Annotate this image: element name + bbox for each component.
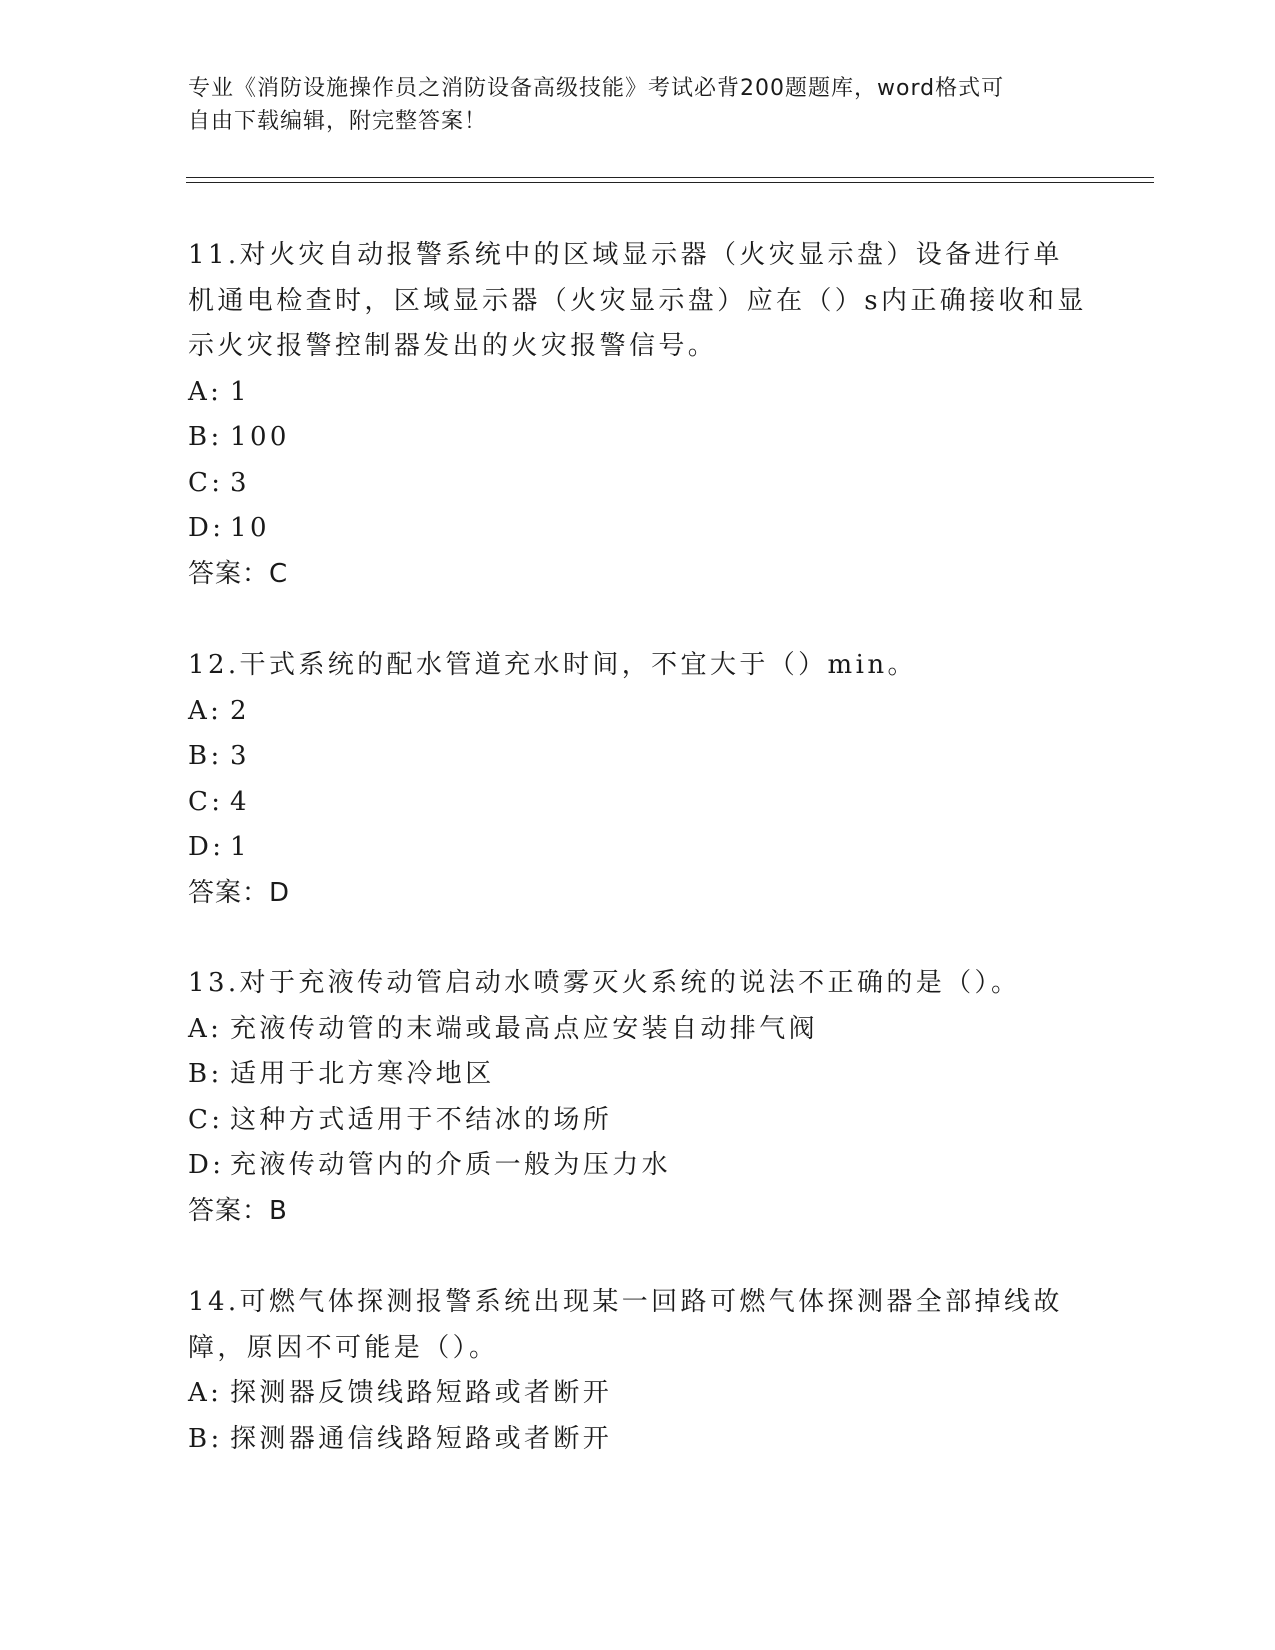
option-key: B: <box>188 741 223 771</box>
option-key: C: <box>188 1104 224 1135</box>
option-text: 3 <box>230 467 250 498</box>
option-a <box>188 1371 1088 1417</box>
question-13 <box>188 961 1088 1234</box>
option-a <box>188 689 1088 735</box>
option-key: C: <box>188 786 224 817</box>
question-14 <box>188 1280 1088 1462</box>
option-key: D: <box>188 1150 225 1180</box>
option-b <box>188 1052 1088 1098</box>
option-text: 4 <box>230 786 250 817</box>
option-key: B: <box>188 422 223 452</box>
option-c <box>188 1098 1088 1144</box>
option-key: A: <box>188 695 223 726</box>
option-text: 探测器反馈线路短路或者断开 <box>230 1378 613 1408</box>
option-text: 1 <box>230 832 250 862</box>
option-b <box>188 415 1088 461</box>
header-divider-bottom <box>186 182 1154 183</box>
question-12 <box>188 643 1088 916</box>
header-divider-top <box>186 177 1154 178</box>
option-key: A: <box>188 1013 223 1044</box>
option-text: 3 <box>230 741 250 771</box>
question-stem: 13.对于充液传动管启动水喷雾灭火系统的说法不正确的是（）。 <box>188 968 1021 998</box>
option-key: D: <box>188 513 225 543</box>
option-text: 充液传动管内的介质一般为压力水 <box>230 1150 672 1180</box>
option-key: B: <box>188 1423 223 1454</box>
option-c <box>188 780 1088 826</box>
option-text: 1 <box>230 376 250 407</box>
option-key: B: <box>188 1059 223 1089</box>
question-11 <box>188 233 1088 597</box>
option-key: D: <box>188 832 225 862</box>
question-stem: 14.可燃气体探测报警系统出现某一回路可燃气体探测器全部掉线故障，原因不可能是（）。 <box>188 1287 1063 1363</box>
header-line-2: 自由下载编辑，附完整答案！ <box>188 109 488 134</box>
answer-line: 答案：D <box>188 877 291 908</box>
answer-line: 答案：B <box>188 1195 288 1226</box>
option-text: 2 <box>230 695 250 726</box>
option-b <box>188 1417 1088 1463</box>
option-a <box>188 370 1088 416</box>
option-d <box>188 1143 1088 1189</box>
option-text: 10 <box>230 513 270 543</box>
option-d <box>188 506 1088 552</box>
option-text: 适用于北方寒冷地区 <box>230 1059 495 1089</box>
option-key: A: <box>188 376 223 407</box>
option-text: 充液传动管的末端或最高点应安装自动排气阀 <box>230 1013 819 1044</box>
header-line-1: 专业《消防设施操作员之消防设备高级技能》考试必背200题题库，word格式可 <box>188 76 1005 101</box>
option-key: C: <box>188 467 224 498</box>
option-c <box>188 461 1088 507</box>
option-a <box>188 1007 1088 1053</box>
option-d <box>188 825 1088 871</box>
option-text: 探测器通信线路短路或者断开 <box>230 1423 613 1454</box>
option-text: 100 <box>230 422 290 452</box>
question-stem: 12.干式系统的配水管道充水时间，不宜大于（）min。 <box>188 650 917 680</box>
option-b <box>188 734 1088 780</box>
option-text: 这种方式适用于不结冰的场所 <box>230 1104 613 1135</box>
answer-line: 答案：C <box>188 558 289 589</box>
option-key: A: <box>188 1378 223 1408</box>
document-header <box>188 72 1068 138</box>
question-stem: 11.对火灾自动报警系统中的区域显示器（火灾显示盘）设备进行单机通电检查时，区域显示器（火灾显示盘）应在（）s内正确接收和显示火灾报警控制器发出的火灾报警信号。 <box>188 240 1087 361</box>
